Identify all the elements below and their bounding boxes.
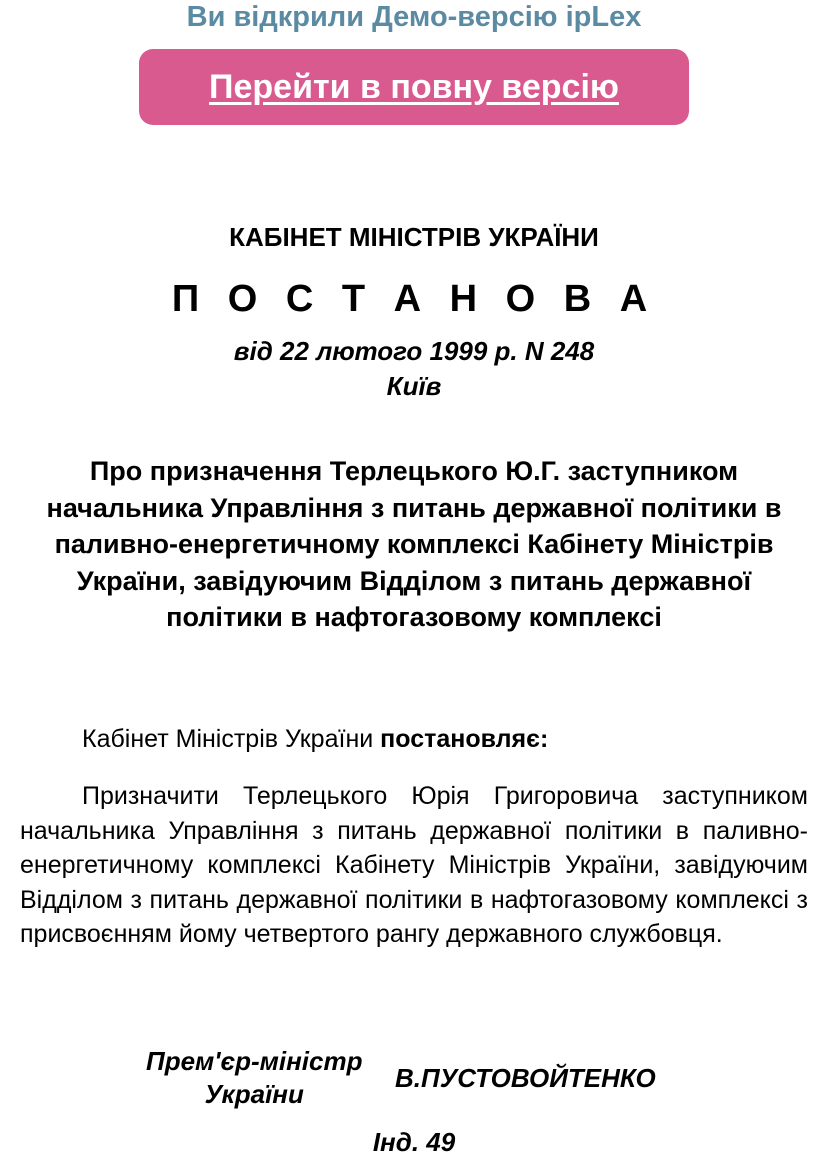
preamble	[82, 722, 548, 756]
document-city: Київ	[386, 371, 442, 401]
document-type: П О С Т А Н О В А	[171, 278, 657, 320]
document-title: Про призначення Терлецького Ю.Г. заступником начальника Управління з питань державної політики в паливно-енергетичному комплексі Кабінету Міністрів України, завідуючим Відділом з питань державної політики в нафтогазовому комплексі	[46, 456, 782, 632]
document-index: Інд. 49	[372, 1127, 456, 1157]
document-issuer: КАБІНЕТ МІНІСТРІВ УКРАЇНИ	[229, 222, 599, 252]
document-date: від 22 лютого 1999 р. N 248	[233, 336, 595, 366]
signature-position-line1: Прем'єр-міністр	[146, 1046, 363, 1076]
go-to-full-version-link[interactable]: Перейти в повну версію	[209, 67, 619, 106]
preamble-verb: постановляє:	[380, 725, 549, 753]
go-to-full-version-button[interactable]	[139, 49, 689, 125]
preamble-text: Кабінет Міністрів України	[82, 725, 381, 753]
document-body: Призначити Терлецького Юрія Григоровича заступником начальника Управління з питань державної політики в паливно-енергетичному комплексі Кабінету Міністрів України, завідуючим Відділом з питань державної політики в нафтогазовому комплексі з присвоєнням йому четвертого рангу державного службовця.	[20, 782, 808, 949]
signature-name: В.ПУСТОВОЙТЕНКО	[395, 1063, 656, 1093]
demo-notice: Ви відкрили Демо-версію ipLex	[186, 1, 642, 33]
signature-position	[146, 1045, 362, 1111]
signature-position-line2: України	[204, 1079, 304, 1109]
